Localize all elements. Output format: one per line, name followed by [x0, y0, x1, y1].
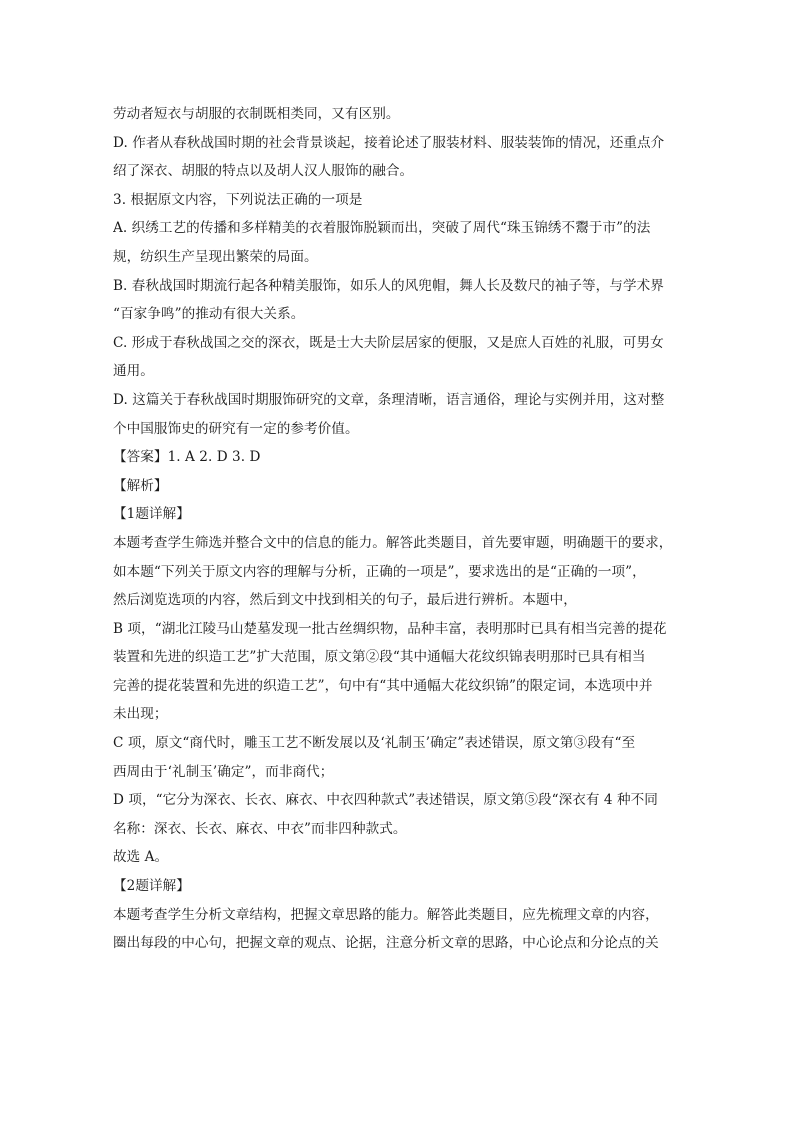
option-d-line: D. 作者从春秋战国时期的社会背景谈起，接着论述了服装材料、服装装饰的情况，还重点介	[113, 134, 665, 151]
text-line: 绍了深衣、胡服的特点以及胡人汉人服饰的融合。	[113, 163, 414, 180]
text-line: 未出现；	[113, 706, 168, 723]
text-line: 装置和先进的织造工艺”扩大范围，原文第②段“其中通幅大花纹织锦表明那时已具有相当	[113, 649, 646, 666]
text-line: 劳动者短衣与胡服的衣制既相类同，又有区别。	[113, 106, 400, 122]
document-page	[113, 100, 685, 958]
text-line: 如本题“下列关于原文内容的理解与分析，正确的一项是”，要求选出的是“正确的一项”，	[113, 563, 646, 580]
q2-analysis-heading: 【2题详解】	[113, 878, 190, 895]
q1-analysis-heading: 【1题详解】	[113, 506, 190, 523]
option-b-line: B. 春秋战国时期流行起各种精美服饰，如乐人的风兜帽，舞人长及数尺的袖子等，与学术界	[113, 277, 664, 294]
text-line: 完善的提花装置和先进的织造工艺”，句中有“其中通幅大花纹织锦”的限定词，本选项中并	[113, 677, 653, 694]
analysis-heading: 【解析】	[113, 477, 168, 494]
text-line: 西周由于‘礼制玉’确定”，而非商代；	[113, 763, 334, 780]
option-a-line: A. 织绣工艺的传播和多样精美的衣着服饰脱颖而出，突破了周代“珠玉锦绣不鬻于市”的法	[113, 220, 651, 237]
text-line: 本题考查学生分析文章结构，把握文章思路的能力。解答此类题目，应先梳理文章的内容，	[113, 906, 659, 923]
option-d-line: D. 这篇关于春秋战国时期服饰研究的文章，条理清晰，语言通俗，理论与实例并用，这对整	[113, 391, 665, 408]
text-line: 圈出每段的中心句，把握文章的观点、论据，注意分析文章的思路，中心论点和分论点的关	[113, 935, 659, 952]
conclusion-line: 故选 A。	[113, 849, 169, 866]
item-b-line: B 项，“湖北江陵马山楚墓发现一批古丝绸织物，品种丰富，表明那时已具有相当完善的提花	[113, 620, 667, 637]
answer-line: 【答案】1. A 2. D 3. D	[113, 449, 261, 466]
item-d-line: D 项，“它分为深衣、长衣、麻衣、中衣四种款式”表述错误，原文第⑤段“深衣有 4 种不同	[113, 792, 658, 809]
text-line: “百家争鸣”的推动有很大关系。	[113, 306, 305, 323]
item-c-line: C 项，原文“商代时，雕玉工艺不断发展以及‘礼制玉’确定”表述错误，原文第③段有“至	[113, 735, 636, 752]
text-line: 通用。	[113, 363, 154, 380]
text-line: 然后浏览选项的内容，然后到文中找到相关的句子，最后进行辨析。本题中，	[113, 592, 577, 609]
text-line: 个中国服饰史的研究有一定的参考价值。	[113, 420, 359, 437]
option-c-line: C. 形成于春秋战国之交的深衣，既是士大夫阶层居家的便服，又是庶人百姓的礼服，可男女	[113, 334, 664, 351]
question-3: 3. 根据原文内容，下列说法正确的一项是	[113, 191, 363, 208]
text-line: 本题考查学生筛选并整合文中的信息的能力。解答此类题目，首先要审题，明确题干的要求，	[113, 534, 673, 551]
text-line: 规，纺织生产呈现出繁荣的局面。	[113, 248, 318, 265]
text-line: 名称：深衣、长衣、麻衣、中衣”而非四种款式。	[113, 820, 407, 837]
